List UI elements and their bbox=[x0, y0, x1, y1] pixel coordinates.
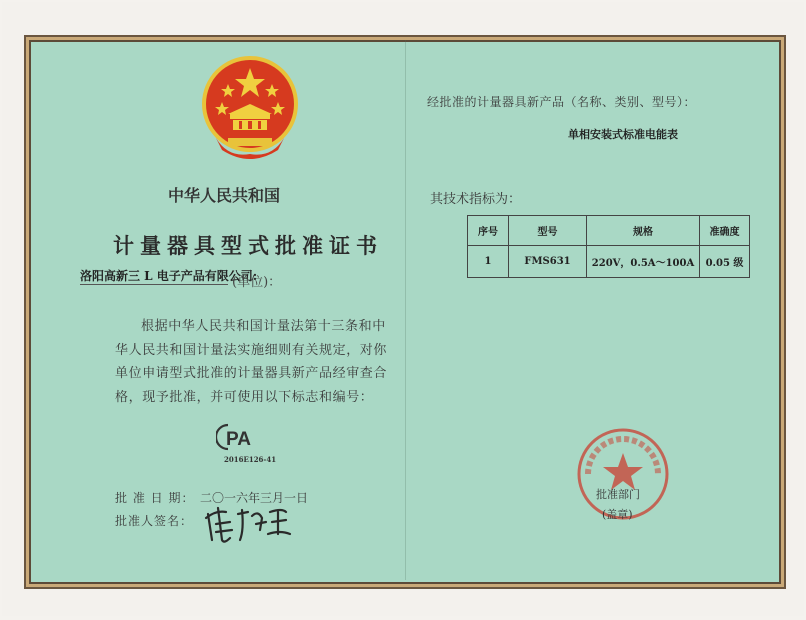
specs-heading: 其技术指标为： bbox=[430, 192, 522, 207]
header-accuracy: 准确度 bbox=[700, 216, 750, 246]
cpa-mark-letters: PA bbox=[226, 429, 251, 450]
product-name: 单相安装式标准电能表 bbox=[568, 128, 678, 141]
seal-note: (盖章) bbox=[602, 508, 633, 521]
header-spec: 规格 bbox=[587, 216, 700, 246]
handwritten-signature bbox=[202, 500, 294, 546]
approval-date-value: 二〇一六年三月一日 bbox=[200, 491, 309, 505]
cpa-mark-icon bbox=[216, 422, 264, 452]
cell-spec: 220V，0.5A～100A bbox=[587, 246, 700, 278]
header-index: 序号 bbox=[468, 216, 509, 246]
national-emblem-icon bbox=[198, 54, 302, 166]
mark-code: 2016E126-41 bbox=[224, 455, 277, 464]
country-name: 中华人民共和国 bbox=[168, 186, 281, 205]
cell-index: 1 bbox=[468, 246, 509, 278]
company-name: 洛阳高新三 L 电子产品有限公司: bbox=[80, 269, 258, 283]
cell-accuracy: 0.05 级 bbox=[700, 246, 750, 278]
company-underline bbox=[80, 284, 228, 285]
approver-label: 批准部门 bbox=[596, 488, 640, 501]
approval-body-text: 根据中华人民共和国计量法第十三条和中华人民共和国计量法实施细则有关规定，对你单位申请型式批准的计量器具新产品经审查合格，现予批准，并可使用以下标志和编号： bbox=[115, 319, 388, 405]
signer-label: 批准人签名： bbox=[115, 514, 194, 528]
cell-model: FMS631 bbox=[509, 246, 587, 278]
product-heading: 经批准的计量器具新产品（名称、类别、型号）： bbox=[427, 95, 697, 109]
unit-label: (单位)： bbox=[232, 275, 282, 290]
center-fold bbox=[405, 40, 406, 580]
specs-table bbox=[467, 215, 750, 278]
certificate-title: 计量器具型式批准证书 bbox=[113, 234, 383, 258]
table-header-row bbox=[468, 216, 750, 246]
table-row bbox=[468, 246, 750, 278]
header-model: 型号 bbox=[509, 216, 587, 246]
approval-date-label: 批 准 日 期： bbox=[115, 491, 195, 505]
